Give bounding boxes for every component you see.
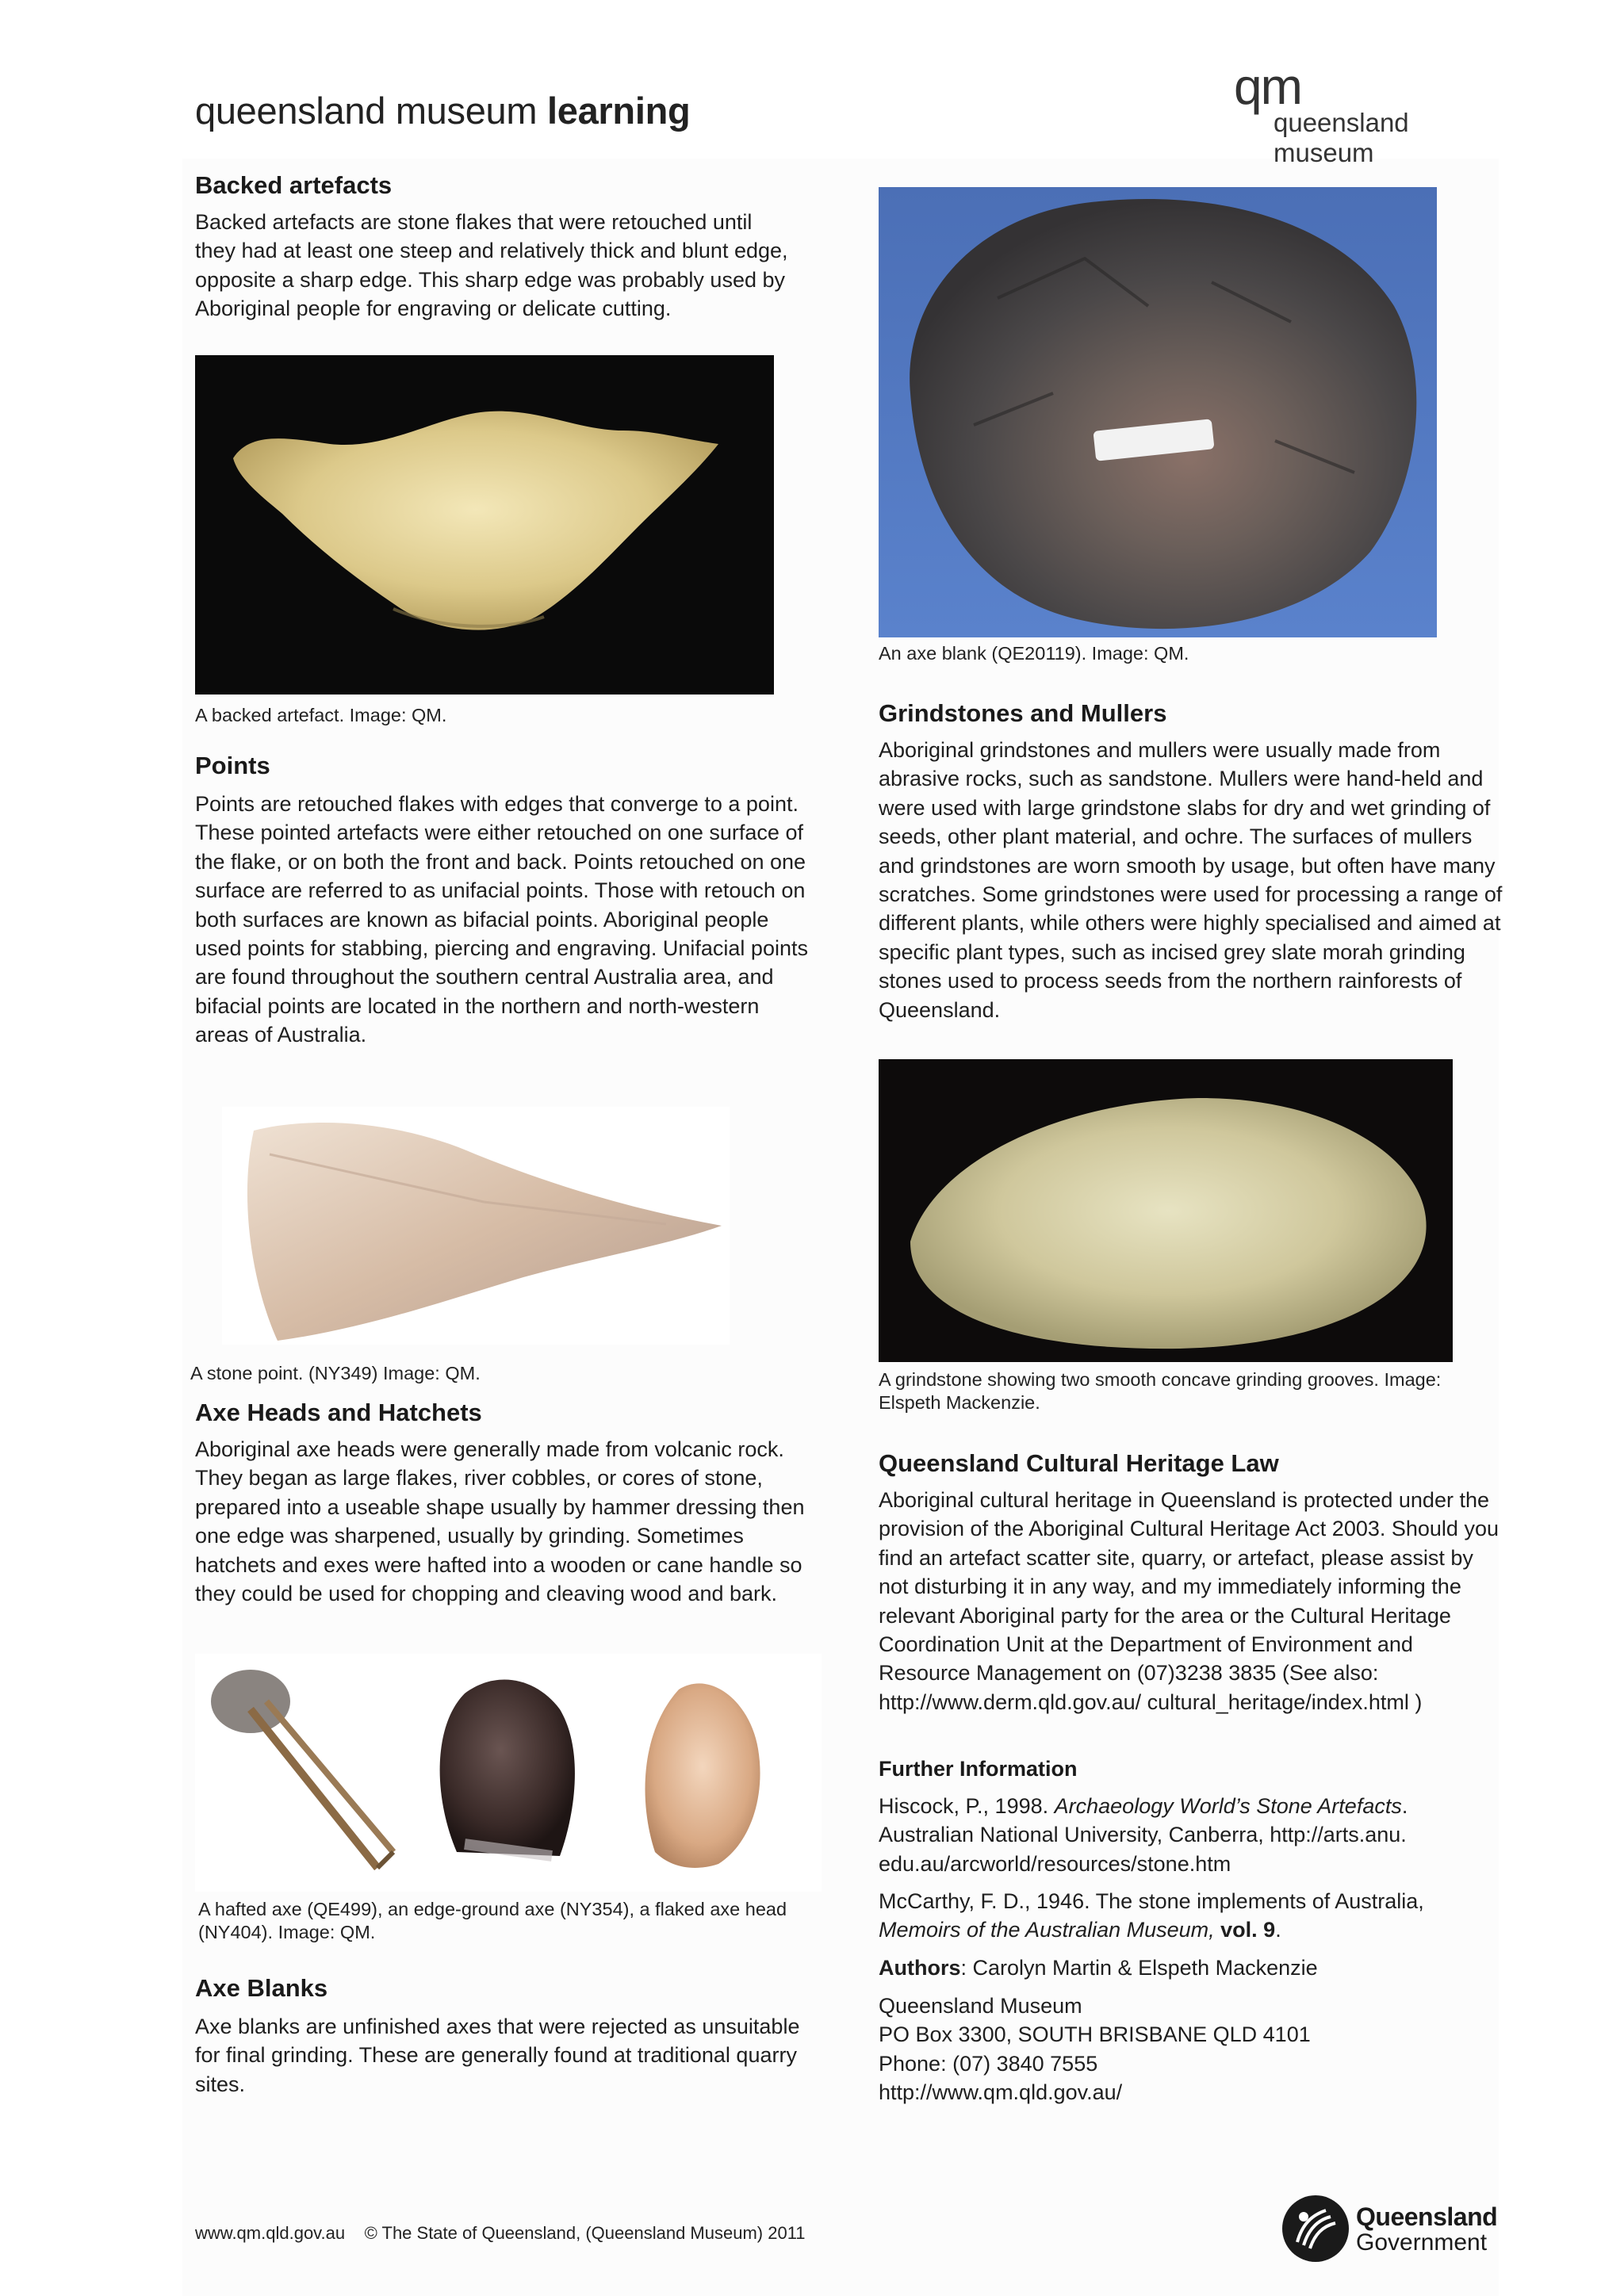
reference-mccarthy-end: . xyxy=(1275,1918,1281,1942)
heading-axe-blanks: Axe Blanks xyxy=(195,1974,328,2002)
contact-block xyxy=(879,1992,1311,2107)
contact-phone: Phone: (07) 3840 7555 xyxy=(879,2051,1098,2076)
heading-points: Points xyxy=(195,752,270,779)
grindstones-body: Aboriginal grindstones and mullers were usually made from abrasive rocks, such as sandstone. Mullers were hand-held and were used with large grindstone slabs for dry and wet grinding of seeds, other plant material, and ochre. The surfaces of mullers and grindstones are worn smooth by usage, but often have many scratches. Some grindstones were used for processing a range of different plants, while others were highly specialised and aimed at specific plant types, such as incised grey slate morah grinding stones used to process seeds from the northern rainforests of Queensland. xyxy=(879,738,1503,1022)
contact-website: http://www.qm.qld.gov.au/ xyxy=(879,2080,1123,2105)
authors-value: : Carolyn Martin & Elspeth Mackenzie xyxy=(960,1956,1318,1980)
gov-logo-line2: Government xyxy=(1356,2229,1488,2256)
brand-title-bold: learning xyxy=(547,90,691,132)
gov-logo-line1: Queensland xyxy=(1356,2202,1498,2231)
axes-image xyxy=(195,1654,822,1892)
contact-org: Queensland Museum xyxy=(879,1994,1082,2018)
points-body: Points are retouched flakes with edges that converge to a point. These pointed artefacts were either retouched on one surface of the flake, or on both the front and back. Points retouched on one surface are referred to as unifacial points. Those with retouch on both surfaces are known as bifacial points. Aboriginal people used points for stabbing, piercing and engraving. Unifacial points are found throughout the southern central Australia area, and bifacial points are located in the northern and north-western areas of Australia. xyxy=(195,792,808,1047)
heading-backed-artefacts: Backed artefacts xyxy=(195,171,393,199)
brand-title xyxy=(195,89,690,132)
authors-label: Authors xyxy=(879,1956,961,1980)
grindstone-image xyxy=(879,1059,1453,1362)
qm-logo-mark: qm xyxy=(1234,58,1301,115)
qm-logo xyxy=(1234,58,1503,167)
reference-hiscock-author: Hiscock, P., 1998. xyxy=(879,1794,1055,1818)
heading-further-information: Further Information xyxy=(879,1757,1078,1781)
axes-caption: A hafted axe (QE499), an edge-ground axe (NY354), a flaked axe head (NY404). Image: QM. xyxy=(198,1899,787,1942)
axe-heads-body: Aboriginal axe heads were generally made from volcanic rock. They began as large flakes, river cobbles, or cores of stone, prepared into a useable shape usually by hammer dressing then one edge was sharpened, usually by grinding. Sometimes hatchets and exes were hafted into a wooden or cane handle so they could be used for chopping and cleaving wood and bark. xyxy=(195,1437,805,1606)
heading-grindstones: Grindstones and Mullers xyxy=(879,699,1167,727)
reference-mccarthy-author: McCarthy, F. D., 1946. The stone implements of Australia, xyxy=(879,1889,1424,1913)
reference-hiscock xyxy=(879,1792,1497,1878)
contact-address: PO Box 3300, SOUTH BRISBANE QLD 4101 xyxy=(879,2022,1311,2047)
authors-line xyxy=(879,1954,1318,1982)
cultural-heritage-law-body: Aboriginal cultural heritage in Queensland is protected under the provision of the Aboriginal Cultural Heritage Act 2003. Should you find an artefact scatter site, quarry, or artefact, please assist by not disturbing it in any way, and my immediately informing the relevant Aboriginal party for the area or the Cultural Heritage Coordination Unit at the Department of Environment and Resource Management on (07)3238 3835 (See also: http://www.derm.qld.gov.au/ cultural_heritage/index.html ) xyxy=(879,1488,1499,1714)
brand-title-regular: queensland museum xyxy=(195,90,547,132)
footer-text: www.qm.qld.gov.au © The State of Queensland, (Queensland Museum) 2011 xyxy=(195,2223,806,2243)
reference-mccarthy-volume: vol. 9 xyxy=(1214,1918,1276,1942)
grindstone-caption: A grindstone showing two smooth concave grinding grooves. Image: Elspeth Mackenzie. xyxy=(879,1369,1442,1413)
backed-artefacts-body: Backed artefacts are stone flakes that were retouched until they had at least one steep and relatively thick and blunt edge, opposite a sharp edge. This sharp edge was probably used by Aboriginal people for engraving or delicate cutting. xyxy=(195,210,788,321)
backed-artefact-image xyxy=(195,355,774,695)
heading-cultural-heritage-law: Queensland Cultural Heritage Law xyxy=(879,1449,1279,1477)
heading-axe-heads: Axe Heads and Hatchets xyxy=(195,1399,482,1426)
stone-point-caption: A stone point. (NY349) Image: QM. xyxy=(190,1363,481,1383)
axe-blanks-body: Axe blanks are unfinished axes that were rejected as unsuitable for final grinding. These are generally found at traditional quarry sites. xyxy=(195,2015,800,2096)
stone-point-image xyxy=(222,1107,730,1345)
reference-mccarthy-journal: Memoirs of the Australian Museum, xyxy=(879,1918,1215,1942)
backed-artefact-caption: A backed artefact. Image: QM. xyxy=(195,705,447,725)
queensland-crest-icon xyxy=(1280,2193,1351,2264)
queensland-government-logo xyxy=(1280,2193,1502,2264)
reference-hiscock-publisher: . Australian National University, Canberra, http://arts.anu. edu.au/arcworld/resources/stone.htm xyxy=(879,1794,1408,1876)
qm-logo-text: queensland museum xyxy=(1274,108,1409,167)
axe-blank-caption: An axe blank (QE20119). Image: QM. xyxy=(879,643,1189,664)
reference-hiscock-title: Archaeology World’s Stone Artefacts xyxy=(1054,1794,1402,1818)
reference-mccarthy xyxy=(879,1887,1497,1945)
axe-blank-image xyxy=(879,187,1437,637)
